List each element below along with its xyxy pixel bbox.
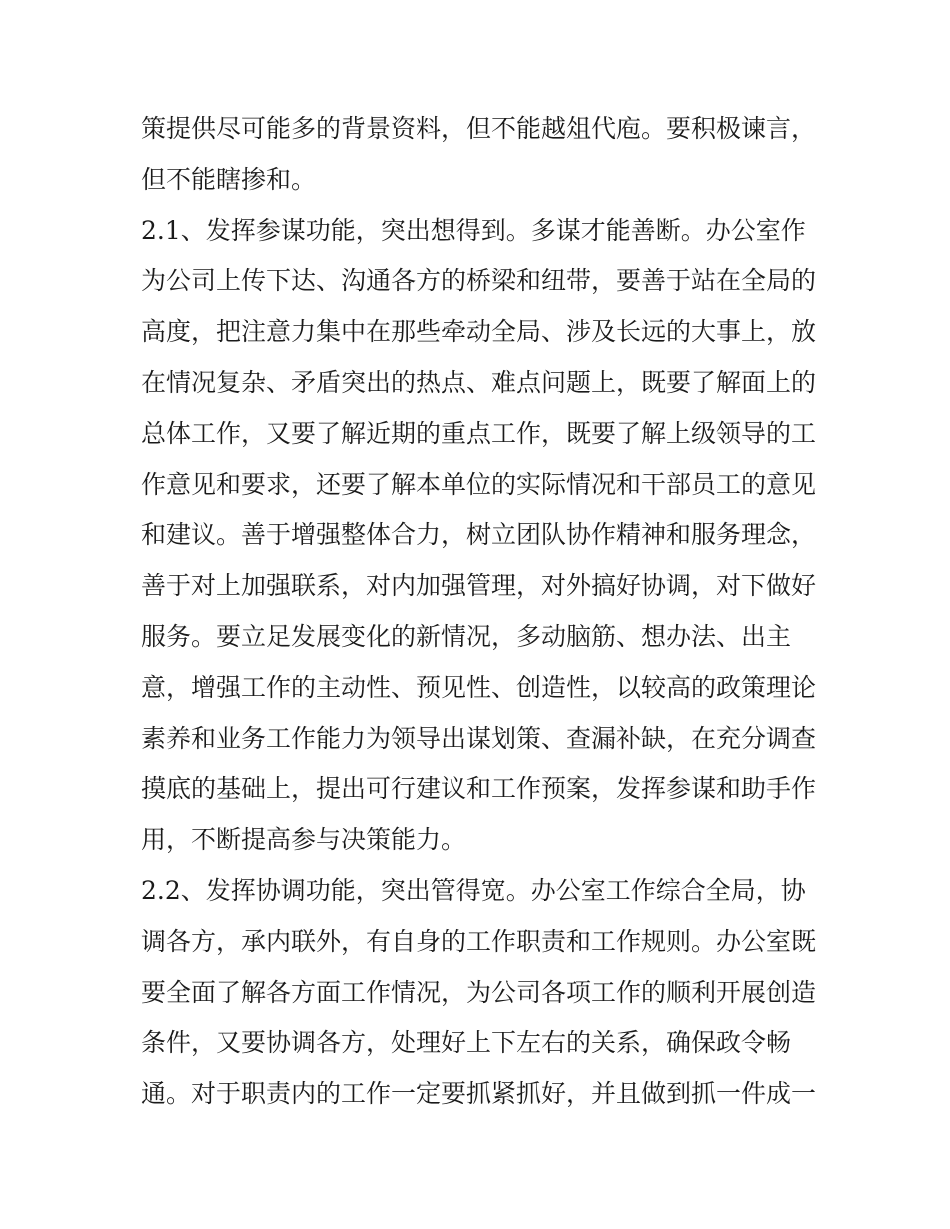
text-line: 服务。要立足发展变化的新情况，多动脑筋、想办法、出主 bbox=[141, 621, 792, 651]
text-line: 善于对上加强联系，对内加强管理，对外搞好协调，对下做好 bbox=[141, 571, 817, 601]
text-line: 条件，又要协调各方，处理好上下左右的关系，确保政令畅 bbox=[141, 1028, 792, 1058]
text-line: 高度，把注意力集中在那些牵动全局、涉及长远的大事上，放 bbox=[141, 317, 817, 347]
section-heading-line: 2.2、发挥协调功能，突出管得宽。办公室工作综合全局，协 bbox=[141, 875, 806, 905]
text-line: 意，增强工作的主动性、预见性、创造性，以较高的政策理论 bbox=[141, 672, 817, 702]
text-line: 在情况复杂、矛盾突出的热点、难点问题上，既要了解面上的 bbox=[141, 367, 817, 397]
text-line: 和建议。善于增强整体合力，树立团队协作精神和服务理念， bbox=[141, 520, 817, 550]
text-line: 作意见和要求，还要了解本单位的实际情况和干部员工的意见 bbox=[141, 469, 817, 499]
text-line: 通。对于职责内的工作一定要抓紧抓好，并且做到抓一件成一 bbox=[141, 1079, 817, 1109]
document-body bbox=[141, 104, 821, 1120]
text-line: 素养和业务工作能力为领导出谋划策、查漏补缺，在充分调查 bbox=[141, 723, 817, 753]
text-line: 摸底的基础上，提出可行建议和工作预案，发挥参谋和助手作 bbox=[141, 774, 817, 804]
text-line: 要全面了解各方面工作情况，为公司各项工作的顺利开展创造 bbox=[141, 977, 817, 1007]
section-heading-line: 2.1、发挥参谋功能，突出想得到。多谋才能善断。办公室作 bbox=[141, 215, 806, 245]
text-line: 但不能瞎掺和。 bbox=[141, 164, 317, 194]
text-line: 为公司上传下达、沟通各方的桥梁和纽带，要善于站在全局的 bbox=[141, 266, 817, 296]
text-line: 调各方，承内联外，有自身的工作职责和工作规则。办公室既 bbox=[141, 926, 817, 956]
text-line: 用，不断提高参与决策能力。 bbox=[141, 825, 467, 855]
text-line: 总体工作，又要了解近期的重点工作，既要了解上级领导的工 bbox=[141, 418, 817, 448]
text-line: 策提供尽可能多的背景资料，但不能越俎代庖。要积极谏言， bbox=[141, 114, 817, 143]
